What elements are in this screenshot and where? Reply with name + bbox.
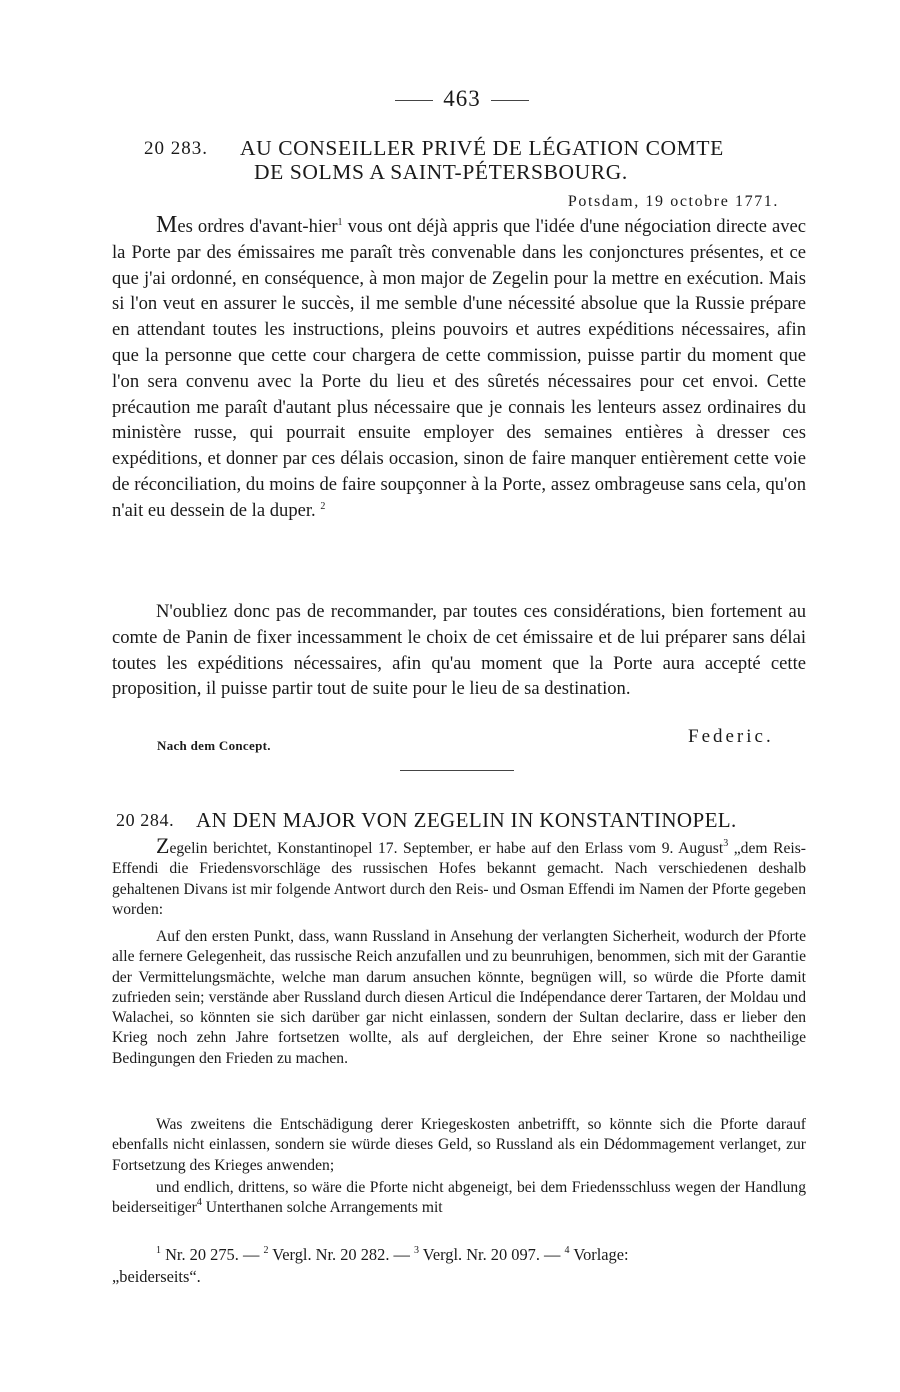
footnote-mark: 1 xyxy=(156,1245,161,1256)
footnote-mark: 3 xyxy=(414,1245,419,1256)
page-number xyxy=(382,86,542,112)
letter-paragraph-2 xyxy=(112,599,806,702)
footnote-mark: 2 xyxy=(263,1245,269,1256)
footnote-line xyxy=(112,1244,806,1266)
heading-line-2: DE SOLMS A SAINT-PÉTERSBOURG. xyxy=(254,160,628,184)
folio-dash-left xyxy=(395,100,433,101)
footnote-ref-3: 3 xyxy=(723,838,729,849)
footnote-ref-2: 2 xyxy=(320,500,326,512)
footnote-text: Vorlage: xyxy=(569,1245,629,1264)
paragraph-text: „dem Reis-Effendi die Friedensvorschläge des russischen Hofes bekannt gemacht. Nach verschiedenen deshalb gehaltenen Divans ist mir folgende Antwort durch den Reis- und Osman Effendi im Namen der Pforte gegeben worden: xyxy=(112,840,806,918)
report-paragraph-4 xyxy=(112,1178,806,1219)
footnote-text: Vergl. Nr. 20 097. — xyxy=(419,1245,565,1264)
footnotes xyxy=(112,1244,806,1288)
report-paragraph-1 xyxy=(112,833,806,920)
document-number: 20 284. xyxy=(116,810,175,830)
paragraph-text: und endlich, drittens, so wäre die Pforte nicht abgeneigt, bei dem Friedensschluss wegen der Handlung beiderseitiger xyxy=(112,1179,806,1217)
paragraph-text: es ordres d'avant-hier xyxy=(177,216,338,237)
signature: Federic. xyxy=(688,726,774,747)
paragraph-text: Auf den ersten Punkt, dass, wann Russland in Ansehung der verlangten Sicherheit, wodurch der Pforte alle fernere Gelegenheit, das russische Reich anzufallen und zu beunruhigen, benommen, sich mit der Garantie der Vermittelungsmächte, welche man darum ansuchen könnte, begnügen will, so würde die Pforte damit zufrieden sein; verstände aber Russland durch diesen Articul die Indépendance derer Tartaren, der Moldau und Walachei, so könnten sie sich darüber gar nicht einlassen, sondern der Sultan declarire, dass er lieber den Krieg noch zehn Jahre fortsetzen wollte, als auf dergleichen, der Ehre seiner Krone so nachtheilige Bedingungen den Frieden zu machen. xyxy=(112,928,806,1067)
paragraph-text: Unterthanen solche Arrangements mit xyxy=(201,1199,443,1217)
paragraph-text: N'oubliez donc pas de recommander, par toutes ces considérations, bien fortement au comte de Panin de fixer incessamment le choix de cet émissaire et de lui préparer sans délai toutes les expéditions nécessaires, afin qu'au moment que la Porte aura accepté cette proposition, il puisse partir tout de suite pour le lieu de sa destination. xyxy=(112,601,806,700)
footnote-line: „beiderseits“. xyxy=(112,1267,201,1286)
report-paragraph-2 xyxy=(112,927,806,1069)
paragraph-text: egelin berichtet, Konstantinopel 17. September, er habe auf den Erlass vom 9. August xyxy=(169,840,724,857)
drop-cap: M xyxy=(156,212,178,238)
footnote-text: Nr. 20 275. — xyxy=(161,1245,264,1264)
footnote-mark: 4 xyxy=(564,1245,570,1256)
paragraph-text: vous ont déjà appris que l'idée d'une négociation directe avec la Porte par des émissaires me paraît très convenable dans les conjonctures présentes, et ce que j'ai ordonné, en conséquence, à mon major de Zegelin pour la mettre en exécution. Mais si l'on veut en assurer le succès, il me semble d'une nécessité absolue que la Russie prépare en attendant toutes les instructions, pleins pouvoirs et autres expéditions nécessaires, afin que la personne que cette cour chargera de cette commission, puisse partir du moment que l'on sera convenu avec la Porte du lieu et des sûretés nécessaires pour cet envoi. Cette précaution me paraît d'autant plus nécessaire que je connais les lenteurs assez ordinaires du ministère russe, qui pourrait ensuite employer des semaines entières à dresser ces expéditions, et donner par ces délais occasion, sinon de faire manquer entièrement cette voie de réconciliation, du moins de faire soupçonner à la Porte, assez ombrageuse sans cela, qu'on n'ait eu dessein de la duper. xyxy=(112,216,806,521)
footnote-ref-1: 1 xyxy=(337,217,343,228)
footnote-ref-4: 4 xyxy=(196,1197,202,1209)
source-note: Nach dem Concept. xyxy=(157,738,271,753)
paragraph-text: Was zweitens die Entschädigung derer Kriegeskosten anbetrifft, so könnte sich die Pforte darauf ebenfalls nicht einlassen, sondern sie würde dieses Geld, so Russland als ein Dédommagement verlanget, zur Fortsetzung des Krieges anwenden; xyxy=(112,1116,806,1174)
report-paragraph-3 xyxy=(112,1115,806,1176)
page-number-text: 463 xyxy=(443,86,481,111)
dateline: Potsdam, 19 octobre 1771. xyxy=(567,193,779,210)
heading-line-1: AU CONSEILLER PRIVÉ DE LÉGATION COMTE xyxy=(240,136,724,160)
document-number: 20 283. xyxy=(144,138,208,159)
drop-cap: Z xyxy=(156,833,170,858)
folio-dash-right xyxy=(491,100,529,101)
letter-paragraph-1 xyxy=(112,213,806,524)
footnote-text: Vergl. Nr. 20 282. — xyxy=(268,1245,414,1264)
heading-line: AN DEN MAJOR VON ZEGELIN IN KONSTANTINOPEL. xyxy=(196,808,737,832)
section-divider xyxy=(400,770,514,771)
